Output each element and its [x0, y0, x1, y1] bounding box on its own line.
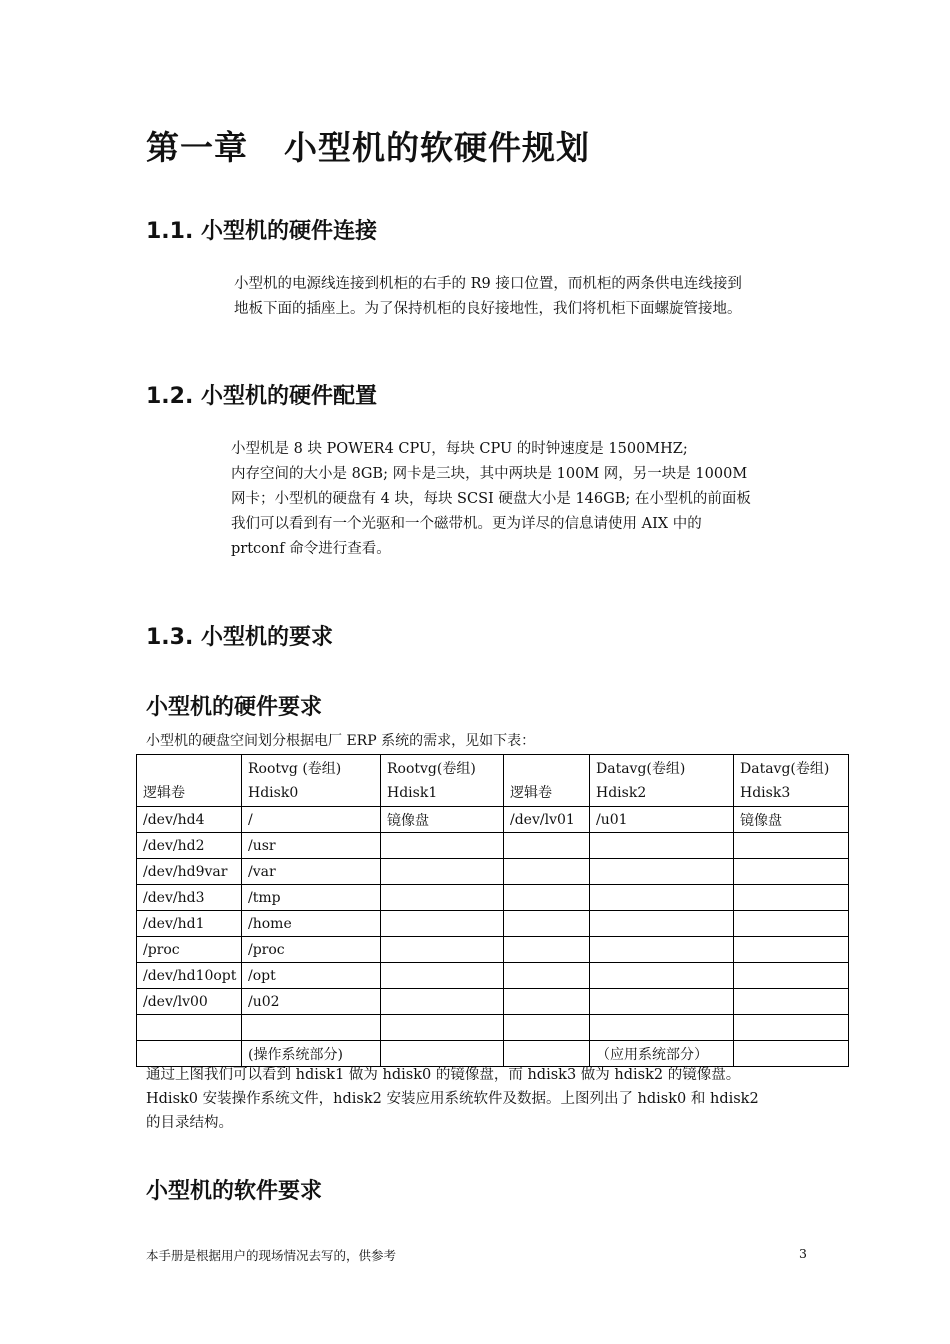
table-cell	[381, 963, 504, 989]
header-line: Hdisk1	[387, 785, 438, 801]
table-note	[146, 1063, 826, 1135]
table-cell	[734, 963, 849, 989]
table-cell	[381, 833, 504, 859]
section-title: 小型机的硬件配置	[201, 384, 378, 409]
table-cell: /	[242, 807, 381, 833]
text-line: 我们可以看到有一个光驱和一个磁带机。更为详尽的信息请使用 AIX 中的	[231, 516, 702, 532]
text-line: Hdisk0 安装操作系统文件，hdisk2 安装应用系统软件及数据。上图列出了 hdisk0 和 hdisk2	[146, 1091, 759, 1107]
section-heading-1-3	[146, 620, 333, 651]
header-line: 逻辑卷	[143, 785, 185, 801]
table-cell	[734, 833, 849, 859]
header-line: Datavg(卷组)	[740, 761, 830, 777]
text-line: 内存空间的大小是 8GB; 网卡是三块，其中两块是 100M 网，另一块是 1000M	[231, 466, 748, 482]
table-cell	[504, 1015, 590, 1041]
table-cell	[734, 989, 849, 1015]
table-cell: /dev/hd1	[137, 911, 242, 937]
table-cell: 镜像盘	[381, 807, 504, 833]
table-cell	[504, 885, 590, 911]
text-line: 小型机的电源线连接到机柜的右手的 R9 接口位置，而机柜的两条供电连线接到	[234, 276, 742, 292]
table-cell	[504, 833, 590, 859]
section-title: 小型机的要求	[201, 625, 334, 650]
table-cell	[504, 911, 590, 937]
table-cell: /dev/hd10opt	[137, 963, 242, 989]
table-cell	[242, 1015, 381, 1041]
table-cell	[381, 937, 504, 963]
table-cell: /dev/lv00	[137, 989, 242, 1015]
header-line: Datavg(卷组)	[596, 761, 686, 777]
table-cell	[734, 937, 849, 963]
table-cell	[590, 885, 734, 911]
disk-partition-table	[136, 754, 849, 1067]
table-cell	[381, 885, 504, 911]
table-cell	[590, 989, 734, 1015]
table-cell: /proc	[242, 937, 381, 963]
header-line: Rootvg (卷组)	[248, 761, 342, 777]
section-1-1-paragraph	[234, 272, 824, 322]
table-cell: /u02	[242, 989, 381, 1015]
table-cell: /opt	[242, 963, 381, 989]
table-cell: /dev/hd9var	[137, 859, 242, 885]
header-line: Hdisk3	[740, 785, 791, 801]
text-line: 通过上图我们可以看到 hdisk1 做为 hdisk0 的镜像盘，而 hdisk3 做为 hdisk2 的镜像盘。	[146, 1067, 741, 1083]
table-cell: /usr	[242, 833, 381, 859]
chapter-number: 第一章	[146, 128, 248, 167]
table-cell	[590, 963, 734, 989]
table-header-row	[137, 755, 849, 807]
hardware-requirements-heading: 小型机的硬件要求	[146, 695, 323, 720]
section-title: 小型机的硬件连接	[201, 219, 378, 244]
table-cell	[734, 859, 849, 885]
chapter-title	[146, 122, 590, 169]
table-row	[137, 989, 849, 1015]
header-line: 逻辑卷	[510, 785, 552, 801]
header-line	[510, 757, 583, 781]
header-line: Hdisk0	[248, 785, 299, 801]
table-cell	[381, 989, 504, 1015]
table-header-cell	[504, 755, 590, 807]
table-cell	[504, 963, 590, 989]
table-cell	[590, 833, 734, 859]
table-cell: /var	[242, 859, 381, 885]
table-cell	[504, 859, 590, 885]
section-1-2-paragraph	[231, 437, 811, 562]
table-cell	[734, 911, 849, 937]
header-line: Rootvg(卷组)	[387, 761, 476, 777]
table-cell	[590, 911, 734, 937]
section-number: 1.2.	[146, 384, 194, 409]
header-line: Hdisk2	[596, 785, 647, 801]
table-cell	[590, 859, 734, 885]
table-header-cell	[242, 755, 381, 807]
table-cell	[137, 1015, 242, 1041]
text-line: prtconf 命令进行查看。	[231, 541, 391, 557]
table-header-cell	[590, 755, 734, 807]
table-row	[137, 833, 849, 859]
table-cell	[381, 1015, 504, 1041]
table-cell: /tmp	[242, 885, 381, 911]
footer-note: 本手册是根据用户的现场情况去写的，供参考	[146, 1248, 397, 1263]
section-heading-1-2	[146, 379, 377, 410]
table-row	[137, 911, 849, 937]
table-row	[137, 885, 849, 911]
software-requirements-heading: 小型机的软件要求	[146, 1179, 323, 1204]
table-cell	[734, 1015, 849, 1041]
table-cell: /u01	[590, 807, 734, 833]
table-row	[137, 807, 849, 833]
chapter-name: 小型机的软硬件规划	[284, 128, 590, 167]
table-cell: /dev/hd4	[137, 807, 242, 833]
table-row	[137, 859, 849, 885]
table-cell: /dev/hd3	[137, 885, 242, 911]
page-number: 3	[799, 1246, 807, 1261]
table-cell	[504, 937, 590, 963]
table-cell	[504, 989, 590, 1015]
text-line: 网卡；小型机的硬盘有 4 块，每块 SCSI 硬盘大小是 146GB; 在小型机的前面板	[231, 491, 751, 507]
table-cell: /proc	[137, 937, 242, 963]
table-row	[137, 963, 849, 989]
table-cell	[590, 1015, 734, 1041]
table-intro: 小型机的硬盘空间划分根据电厂 ERP 系统的需求，见如下表：	[146, 733, 536, 749]
header-line	[143, 757, 235, 781]
table-cell: /home	[242, 911, 381, 937]
text-line: 小型机是 8 块 POWER4 CPU，每块 CPU 的时钟速度是 1500MHZ;	[231, 441, 688, 457]
text-line: 地板下面的插座上。为了保持机柜的良好接地性，我们将机柜下面螺旋管接地。	[234, 301, 742, 317]
table-cell: 镜像盘	[734, 807, 849, 833]
table-row	[137, 937, 849, 963]
table-header-cell	[137, 755, 242, 807]
text-line: 的目录结构。	[146, 1115, 233, 1131]
table-cell	[590, 937, 734, 963]
table-body	[137, 755, 849, 1067]
section-heading-1-1	[146, 214, 377, 245]
table-cell: （应用系统部分）	[590, 1041, 734, 1067]
table-cell	[381, 859, 504, 885]
table-cell: /dev/hd2	[137, 833, 242, 859]
table-row	[137, 1015, 849, 1041]
section-number: 1.3.	[146, 625, 194, 650]
table-cell: /dev/lv01	[504, 807, 590, 833]
table-header-cell	[381, 755, 504, 807]
section-number: 1.1.	[146, 219, 194, 244]
table-cell: (操作系统部分)	[242, 1041, 381, 1067]
table-cell	[734, 885, 849, 911]
table-header-cell	[734, 755, 849, 807]
table-cell	[381, 911, 504, 937]
